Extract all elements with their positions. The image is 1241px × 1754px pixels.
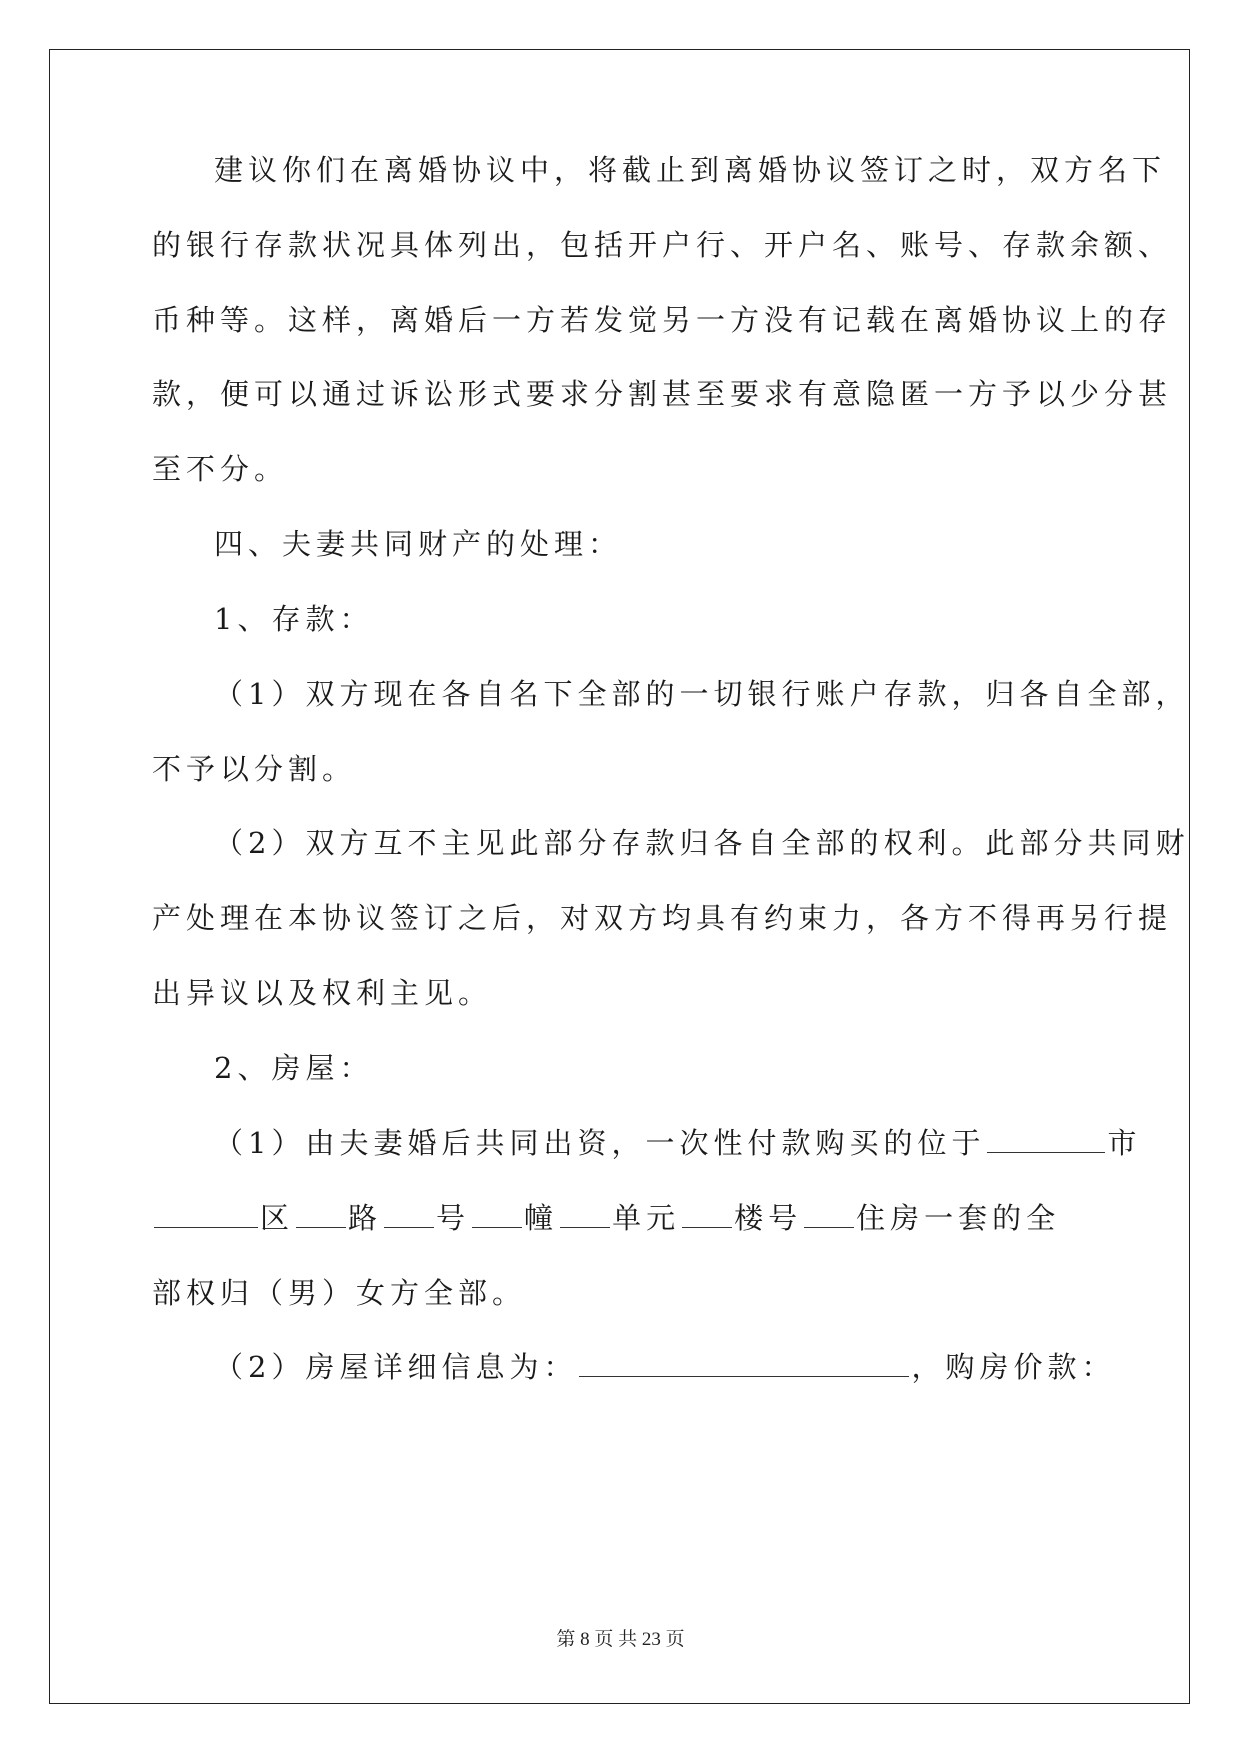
text-line-house-2 (152, 1198, 1092, 1238)
house-part: 单元 (612, 1201, 681, 1235)
blank (682, 1226, 732, 1228)
house-part: 路 (348, 1201, 383, 1235)
text-line-house-1 (214, 1123, 1154, 1163)
blank (560, 1226, 610, 1228)
blank (472, 1226, 522, 1228)
text-line: 币种等。这样，离婚后一方若发觉另一方没有记载在离婚协议上的存 (152, 303, 1173, 337)
text-line: 产处理在本协议签订之后，对双方均具有约束力，各方不得再另行提 (152, 901, 1173, 935)
text-line: 的银行存款状况具体列出，包括开户行、开户名、账号、存款余额、 (152, 228, 1173, 262)
house-line1-end: 市 (1107, 1126, 1142, 1160)
section-heading: 四、夫妻共同财产的处理： (214, 527, 623, 561)
subsection-heading: 1、存款： (214, 602, 374, 636)
blank (804, 1226, 854, 1228)
info-label: （2）房屋详细信息为： (214, 1350, 578, 1384)
text-line: 部权归（男）女方全部。 (152, 1276, 527, 1310)
text-line: （1）双方现在各自名下全部的一切银行账户存款，归各自全部， (214, 677, 1190, 711)
text-line: 不予以分割。 (152, 752, 357, 786)
blank-house-info (579, 1375, 909, 1377)
info-tail: ，购房价款： (911, 1350, 1116, 1384)
blank-district (154, 1226, 258, 1228)
house-part: 幢 (524, 1201, 559, 1235)
text-line-house-info (214, 1347, 1154, 1387)
text-line: 至不分。 (152, 452, 289, 486)
house-part: 住房一套的全 (856, 1201, 1061, 1235)
text-line: 出异议以及权利主见。 (152, 976, 493, 1010)
blank-city (987, 1151, 1105, 1153)
blank (296, 1226, 346, 1228)
text-line: （2）双方互不主见此部分存款归各自全部的权利。此部分共同财 (214, 826, 1190, 860)
subsection-heading: 2、房屋： (214, 1051, 374, 1085)
house-part: 区 (260, 1201, 295, 1235)
house-part: 号 (436, 1201, 471, 1235)
page-footer: 第 8 页 共 23 页 (556, 1629, 685, 1650)
page-border (49, 49, 1190, 1704)
blank (384, 1226, 434, 1228)
text-line: 款，便可以通过诉讼形式要求分割甚至要求有意隐匿一方予以少分甚 (152, 377, 1173, 411)
text-line: 建议你们在离婚协议中，将截止到离婚协议签订之时，双方名下 (214, 153, 1167, 187)
house-line1-text: （1）由夫妻婚后共同出资，一次性付款购买的位于 (214, 1126, 986, 1160)
house-part: 楼号 (734, 1201, 803, 1235)
